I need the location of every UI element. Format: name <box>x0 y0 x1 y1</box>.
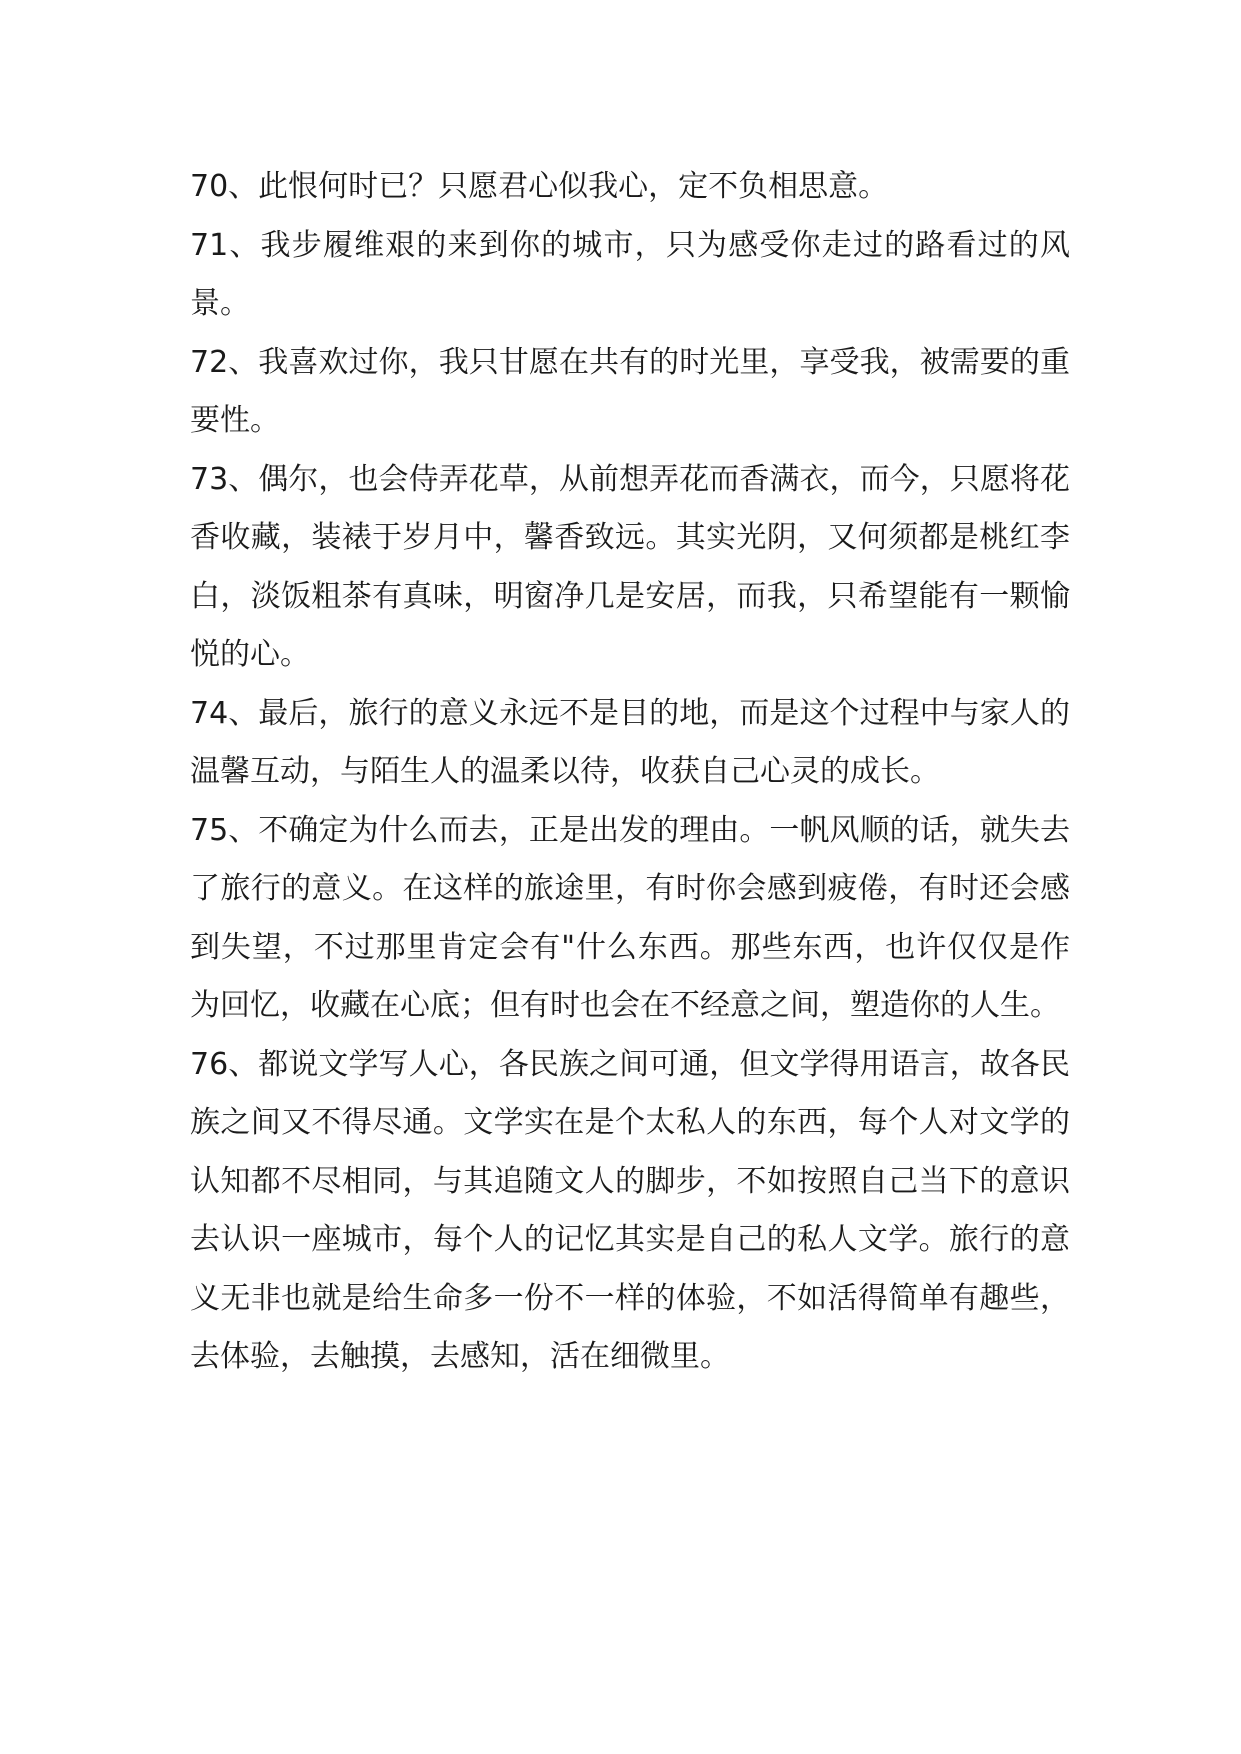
paragraph-76: 76、都说文学写人心，各民族之间可通，但文学得用语言，故各民族之间又不得尽通。文学实在是个太私人的东西，每个人对文学的认知都不尽相同，与其追随文人的脚步，不如按照自己当下的意识去认识一座城市，每个人的记忆其实是自己的私人文学。旅行的意义无非也就是给生命多一份不一样的体验，不如活得简单有趣些，去体验，去触摸，去感知，活在细微里。 <box>190 1046 1070 1374</box>
paragraph-72: 72、我喜欢过你，我只甘愿在共有的时光里，享受我，被需要的重要性。 <box>190 344 1070 438</box>
paragraph-71: 71、我步履维艰的来到你的城市，只为感受你走过的路看过的风景。 <box>190 227 1070 321</box>
paragraph-73: 73、偶尔，也会侍弄花草，从前想弄花而香满衣，而今，只愿将花香收藏，装裱于岁月中，馨香致远。其实光阴，又何须都是桃红李白，淡饭粗茶有真味，明窗净几是安居，而我，只希望能有一颗愉悦的心。 <box>190 461 1070 672</box>
paragraph-74: 74、最后，旅行的意义永远不是目的地，而是这个过程中与家人的温馨互动，与陌生人的温柔以待，收获自己心灵的成长。 <box>190 695 1070 789</box>
paragraph-75: 75、不确定为什么而去，正是出发的理由。一帆风顺的话，就失去了旅行的意义。在这样的旅途里，有时你会感到疲倦，有时还会感到失望，不过那里肯定会有"什么东西。那些东西，也许仅仅是作为回忆，收藏在心底；但有时也会在不经意之间，塑造你的人生。 <box>190 812 1070 1023</box>
document-body <box>190 158 1070 1387</box>
paragraph-70: 70、此恨何时已？只愿君心似我心，定不负相思意。 <box>190 169 889 204</box>
